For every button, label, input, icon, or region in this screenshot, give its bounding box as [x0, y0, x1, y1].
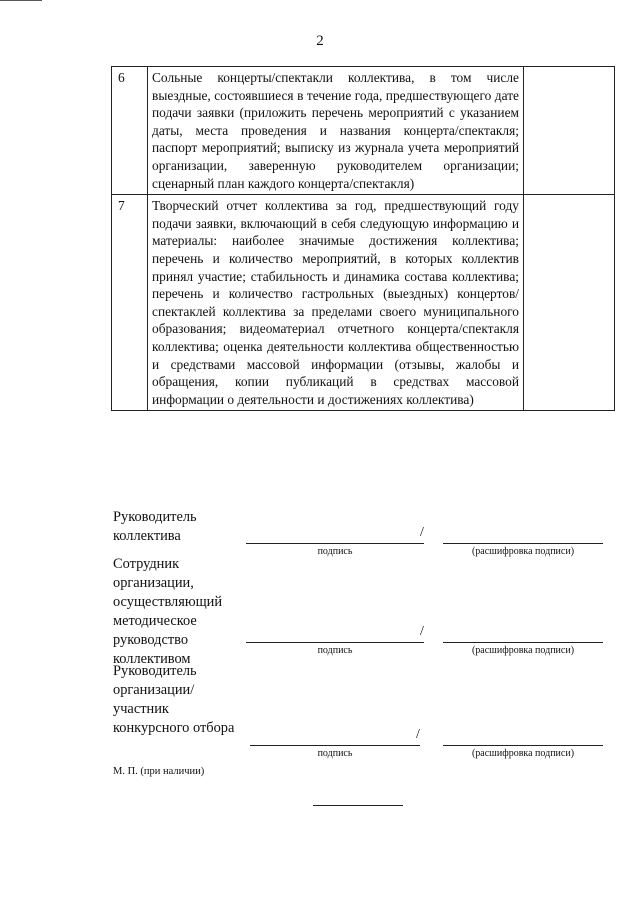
signature-caption: подпись [317, 546, 353, 557]
signature-caption: подпись [317, 645, 353, 656]
signature-line [250, 745, 420, 746]
table-row [112, 195, 615, 411]
stamp-note: М. П. (при наличии) [113, 766, 205, 777]
decode-caption: (расшифровка подписи) [471, 748, 575, 759]
row-empty-cell [524, 67, 615, 195]
row-empty-cell [524, 195, 615, 411]
methodist-label: Сотрудник организации, осуществляющий методическое руководство коллективом [113, 556, 223, 667]
leader-label: Руководитель коллектива [113, 509, 197, 544]
org-head-label: Руководитель организации/ участник конкурсного отбора [113, 663, 235, 736]
row-number: 7 [112, 195, 148, 411]
requirements-table [111, 66, 615, 411]
row-number: 6 [112, 67, 148, 195]
end-line [313, 805, 403, 806]
decode-line [443, 745, 603, 746]
decode-line [443, 642, 603, 643]
row-text: Творческий отчет коллектива за год, предшествующий году подачи заявки, включающий в себя следующую информацию и материалы: наиболее значимые достижения коллектива; перечень и количество мероприятий, в которых коллектив принял участие; стабильность и динамика состава коллектива; перечень и количество гастрольных (выездных) концертов/спектаклей коллектива за пределами своего муниципального образования; видеоматериал отчетного концерта/спектакля коллектива; оценка деятельности коллектива общественностью и средствами массовой информации (отзывы, жалобы и обращения, копии публикаций в средствах массовой информации о деятельности и достижениях коллектива) [148, 195, 524, 411]
corner-mark [0, 0, 42, 1]
separator-slash: / [420, 525, 424, 540]
decode-caption: (расшифровка подписи) [471, 645, 575, 656]
separator-slash: / [420, 624, 424, 639]
signature-line [246, 543, 424, 544]
table-row [112, 67, 615, 195]
page-number: 2 [316, 33, 324, 49]
signature-caption: подпись [317, 748, 353, 759]
separator-slash: / [416, 727, 420, 742]
signature-line [246, 642, 424, 643]
decode-caption: (расшифровка подписи) [471, 546, 575, 557]
decode-line [443, 543, 603, 544]
row-text: Сольные концерты/спектакли коллектива, в том числе выездные, состоявшиеся в течение года, предшествующего дате подачи заявки (приложить перечень мероприятий с указанием даты, места проведения и названия концерта/спектакля; паспорт мероприятий; выписку из журнала учета мероприятий организации, заверенную руководителем организации; сценарный план каждого концерта/спектакля) [148, 67, 524, 195]
